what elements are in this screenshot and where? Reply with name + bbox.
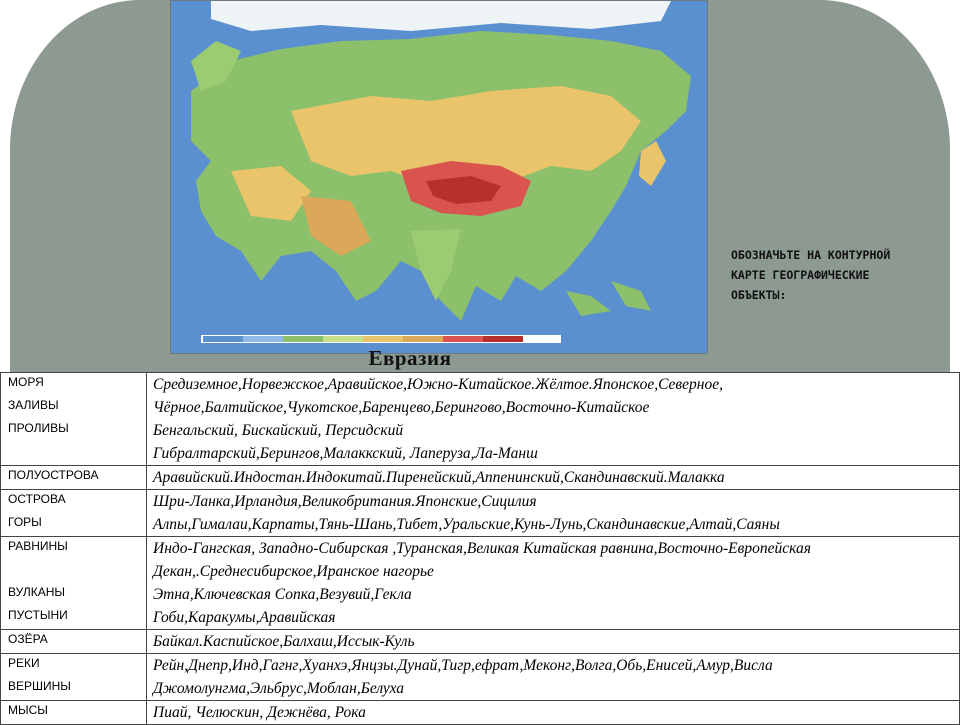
objects-cell [147, 373, 960, 466]
category-label: ОСТРОВА [8, 492, 66, 506]
category-cell [1, 654, 147, 701]
map-caption: Евразия [368, 346, 452, 370]
category-cell [1, 630, 147, 654]
category-cell [1, 701, 147, 725]
objects-line: Этна,Ключевская Сопка,Везувий,Гекла [153, 586, 412, 603]
category-label: ГОРЫ [8, 515, 42, 529]
objects-line: Пиай, Челюскин, Дежнёва, Рока [153, 704, 366, 721]
category-cell [1, 490, 147, 537]
table-row [1, 466, 960, 490]
objects-line: Средиземное,Норвежское,Аравийское,Южно-Китайское.Жёлтое.Японское,Северное, [153, 376, 723, 393]
table-row [1, 701, 960, 725]
objects-line: Гибралтарский,Берингов,Малаккский, Лаперуза,Ла-Манш [153, 445, 538, 462]
category-label [8, 560, 146, 583]
objects-cell [147, 466, 960, 490]
table-row [1, 373, 960, 466]
objects-cell [147, 654, 960, 701]
table-row [1, 490, 960, 537]
category-cell [1, 466, 147, 490]
category-label: ПРОЛИВЫ [8, 421, 69, 435]
category-label: ВУЛКАНЫ [8, 585, 65, 599]
objects-line: Джомолунгма,Эльбрус,Моблан,Белуха [153, 680, 405, 697]
table-row [1, 630, 960, 654]
objects-line: Алпы,Гималаи,Карпаты,Тянь-Шань,Тибет,Уральские,Кунь-Лунь,Скандинавские,Алтай,Саяны [153, 516, 780, 533]
category-label: ОЗЁРА [8, 632, 48, 646]
objects-line: Индо-Гангская, Западно-Сибирская ,Туранская,Великая Китайская равнина,Восточно-Европейская [153, 540, 811, 557]
objects-cell [147, 701, 960, 725]
instruction-text: ОБОЗНАЧЬТЕ НА КОНТУРНОЙ КАРТЕ ГЕОГРАФИЧЕСКИЕ ОБЪЕКТЫ: [731, 248, 891, 302]
objects-line: Гоби,Каракумы,Аравийская [153, 609, 336, 626]
objects-line: Бенгальский, Бискайский, Персидский [153, 422, 404, 439]
objects-cell [147, 630, 960, 654]
objects-cell [147, 490, 960, 537]
objects-line: Рейн,Днепр,Инд,Гагнг,Хуанхэ,Янцзы.Дунай,Тигр,ефрат,Меконг,Волга,Обь,Енисей,Амур,Висла [153, 657, 773, 674]
geo-objects-table [0, 372, 960, 725]
objects-line: Байкал.Каспийское,Балхаш,Иссык-Куль [153, 633, 415, 650]
table-row [1, 537, 960, 630]
eurasia-map [170, 0, 708, 354]
eurasia-map-graphic [171, 1, 707, 353]
category-label: РЕКИ [8, 656, 40, 670]
category-label: МЫСЫ [8, 703, 48, 717]
objects-cell [147, 537, 960, 630]
objects-line: Декан,.Среднесибирское,Иранское нагорье [153, 563, 434, 580]
category-label: ПОЛУОСТРОВА [8, 468, 99, 482]
table-row [1, 654, 960, 701]
objects-line: Шри-Ланка,Ирландия,Великобритания.Японские,Сицилия [153, 493, 537, 510]
category-cell [1, 537, 147, 630]
category-label: ЗАЛИВЫ [8, 398, 59, 412]
category-cell [1, 373, 147, 466]
category-label: ВЕРШИНЫ [8, 679, 71, 693]
objects-line: Чёрное,Балтийское,Чукотское,Баренцево,Берингово,Восточно-Китайское [153, 399, 650, 416]
category-label: ПУСТЫНИ [8, 608, 68, 622]
objects-line: Аравийский.Индостан.Индокитай.Пиренейский,Аппенинский,Скандинавский.Малакка [153, 469, 725, 486]
category-label: РАВНИНЫ [8, 539, 68, 553]
category-label: МОРЯ [8, 375, 44, 389]
